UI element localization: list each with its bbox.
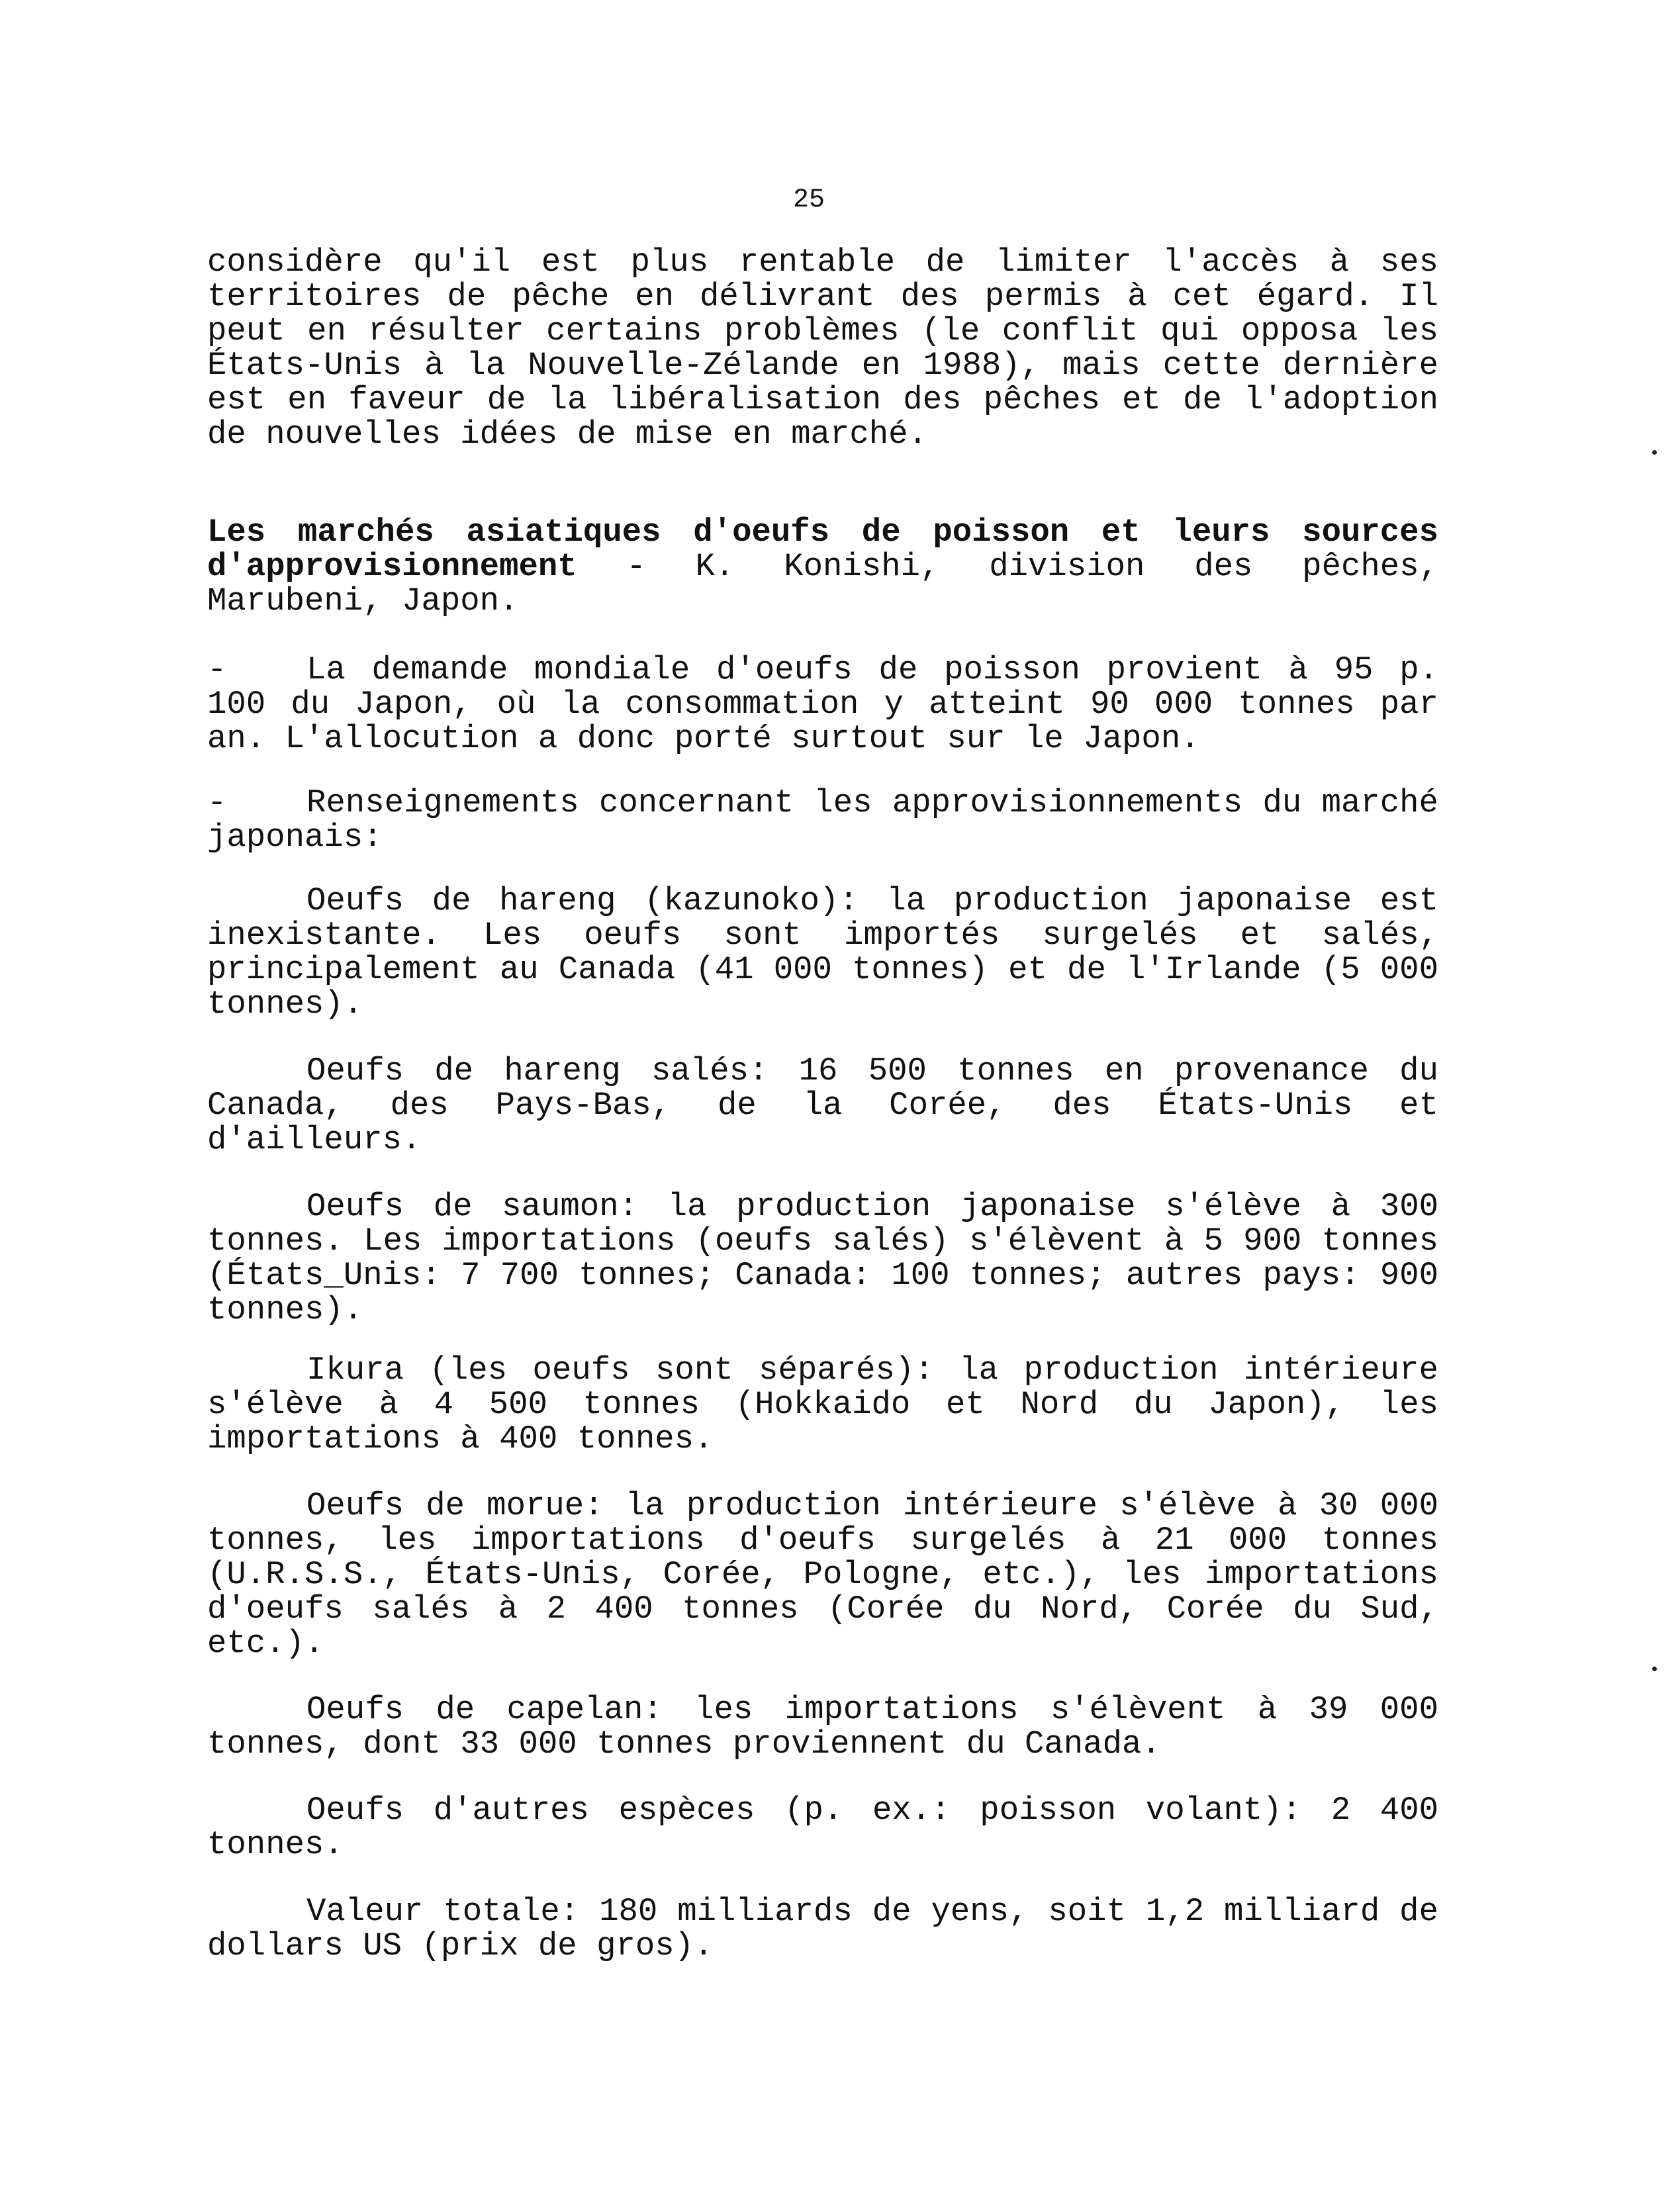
herring-roe-paragraph: Oeufs de hareng (kazunoko): la production japonaise est inexistante. Les oeufs sont importés surgelés et salés, principalement au Canada (41 000 tonnes) et de l'Irlande (5 000 tonnes). (207, 882, 1438, 1023)
other-species-paragraph: Oeufs d'autres espèces (p. ex.: poisson volant): 2 400 tonnes. (207, 1792, 1438, 1863)
bullet-item (207, 653, 1438, 756)
cod-roe-paragraph: Oeufs de morue: la production intérieure s'élève à 30 000 tonnes, les importations d'oeufs surgelés à 21 000 tonnes (U.R.S.S., États-Unis, Corée, Pologne, etc.), les importations d'oeufs salés à 2 400 tonnes (Corée du Nord, Corée du Sud, etc.). (207, 1487, 1438, 1662)
capelin-roe-paragraph: Oeufs de capelan: les importations s'élèvent à 39 000 tonnes, dont 33 000 tonnes proviennent du Canada. (207, 1691, 1438, 1763)
salmon-roe-paragraph: Oeufs de saumon: la production japonaise s'élève à 300 tonnes. Les importations (oeufs salés) s'élèvent à 5 900 tonnes (États_Unis: 7 700 tonnes; Canada: 100 tonnes; autres pays: 900 tonnes). (207, 1188, 1438, 1328)
bullet-dash: - (207, 784, 227, 821)
section-separator: - (577, 548, 696, 585)
intro-paragraph: considère qu'il est plus rentable de limiter l'accès à ses territoires de pêche en délivrant des permis à cet égard. Il peut en résulter certains problèmes (le conflit qui opposa les États-Unis à la Nouvelle-Zélande en 1988), mais cette dernière est en faveur de la libéralisation des pêches et de l'adoption de nouvelles idées de mise en marché. (207, 244, 1438, 453)
page-number: 25 (793, 185, 825, 215)
scan-speck (1652, 1667, 1657, 1671)
bullet-item (207, 786, 1438, 854)
bullet-text: Renseignements concernant les approvisionnements du marché japonais: (207, 784, 1438, 856)
ikura-paragraph: Ikura (les oeufs sont séparés): la production intérieure s'élève à 4 500 tonnes (Hokkaido et Nord du Japon), les importations à 400 tonnes. (207, 1352, 1438, 1457)
bullet-text: La demande mondiale d'oeufs de poisson provient à 95 p. 100 du Japon, où la consommation y atteint 90 000 tonnes par an. L'allocution a donc porté surtout sur le Japon. (207, 651, 1438, 757)
salted-herring-roe-paragraph: Oeufs de hareng salés: 16 500 tonnes en provenance du Canada, des Pays-Bas, de la Corée, des États-Unis et d'ailleurs. (207, 1052, 1438, 1158)
scan-speck (1652, 450, 1657, 455)
section-title: Les marchés asiatiques d'oeufs de poisson et leurs sources d'approvisionnement (207, 514, 1438, 585)
bullet-dash: - (207, 651, 227, 688)
total-value-paragraph: Valeur totale: 180 milliards de yens, soit 1,2 milliard de dollars US (prix de gros). (207, 1893, 1438, 1964)
section-author: K. Konishi, division des pêches, Marubeni, Japon. (207, 548, 1439, 620)
section-heading (207, 515, 1438, 618)
